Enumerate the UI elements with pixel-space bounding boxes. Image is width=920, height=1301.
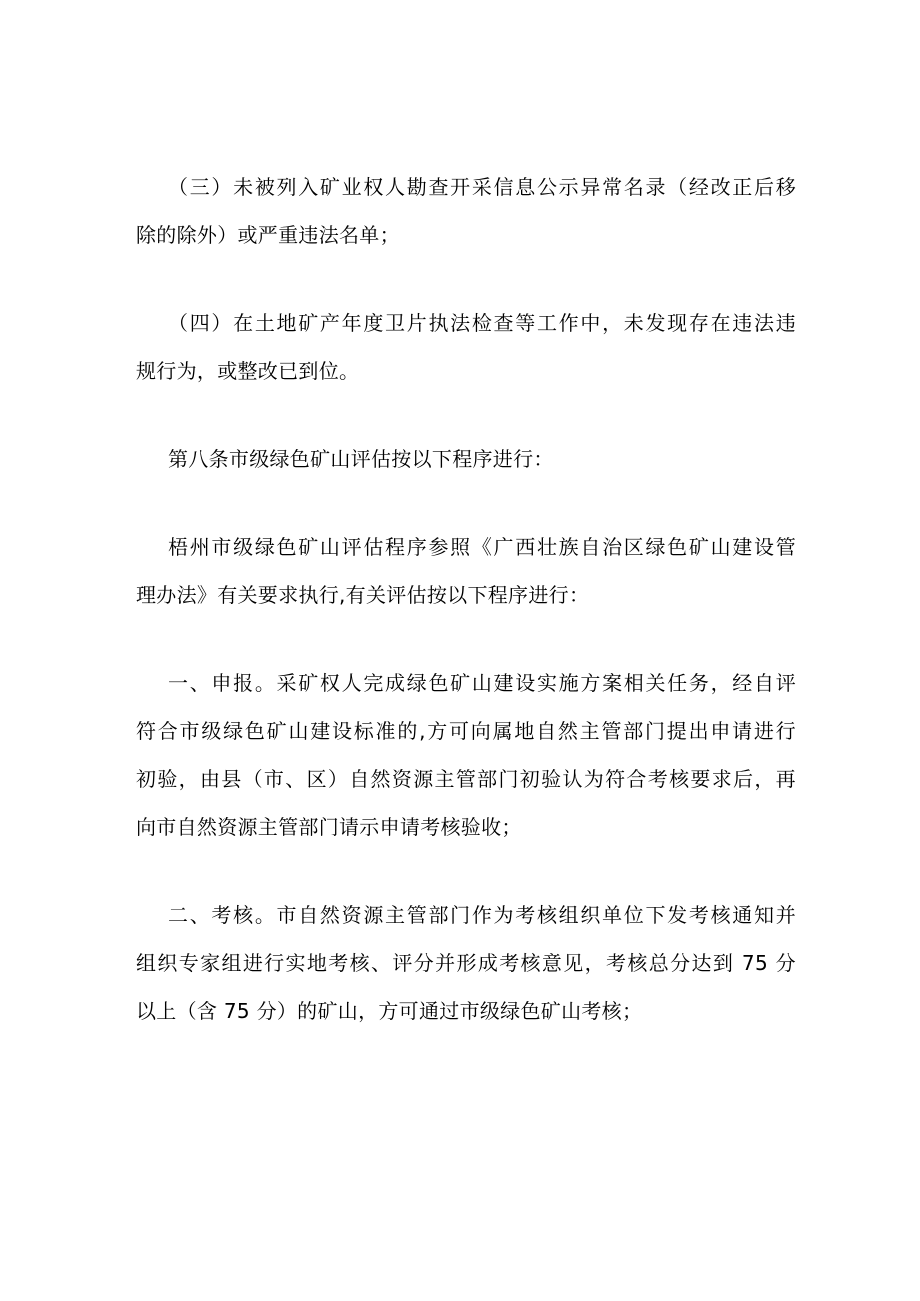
paragraph-line: 初验，由县（市、区）自然资源主管部门初验认为符合考核要求后，再	[136, 767, 796, 791]
application-paragraph	[136, 659, 796, 851]
document-page	[136, 163, 796, 1075]
paragraph-line: 除的除外）或严重违法名单；	[136, 223, 400, 247]
paragraph-line: 符合市级绿色矿山建设标准的,方可向属地自然主管部门提出申请进行	[136, 719, 796, 743]
paragraph-line: 向市自然资源主管部门请示申请考核验收；	[136, 815, 522, 839]
paragraph-line: （三）未被列入矿业权人勘查开采信息公示异常名录（经改正后移	[168, 175, 796, 199]
assessment-paragraph	[136, 891, 796, 1035]
paragraph-line: （四）在土地矿产年度卫片执法检查等工作中，未发现存在违法违	[168, 311, 796, 335]
paragraph-line: 规行为，或整改已到位。	[136, 359, 360, 383]
paragraph-line: 一、申报。采矿权人完成绿色矿山建设实施方案相关任务，经自评	[168, 671, 796, 695]
procedure-intro-paragraph	[136, 523, 796, 619]
paragraph-line: 二、考核。市自然资源主管部门作为考核组织单位下发考核通知并	[168, 903, 796, 927]
paragraph-item-4	[136, 299, 796, 395]
paragraph-line: 以上（含 75 分）的矿山，方可通过市级绿色矿山考核；	[136, 999, 643, 1023]
article-8-heading	[136, 435, 796, 483]
paragraph-line: 第八条市级绿色矿山评估按以下程序进行：	[168, 447, 554, 471]
paragraph-line: 理办法》有关要求执行,有关评估按以下程序进行：	[136, 583, 590, 607]
paragraph-item-3	[136, 163, 796, 259]
paragraph-line: 梧州市级绿色矿山评估程序参照《广西壮族自治区绿色矿山建设管	[168, 535, 796, 559]
paragraph-line: 组织专家组进行实地考核、评分并形成考核意见，考核总分达到 75 分	[136, 951, 796, 975]
